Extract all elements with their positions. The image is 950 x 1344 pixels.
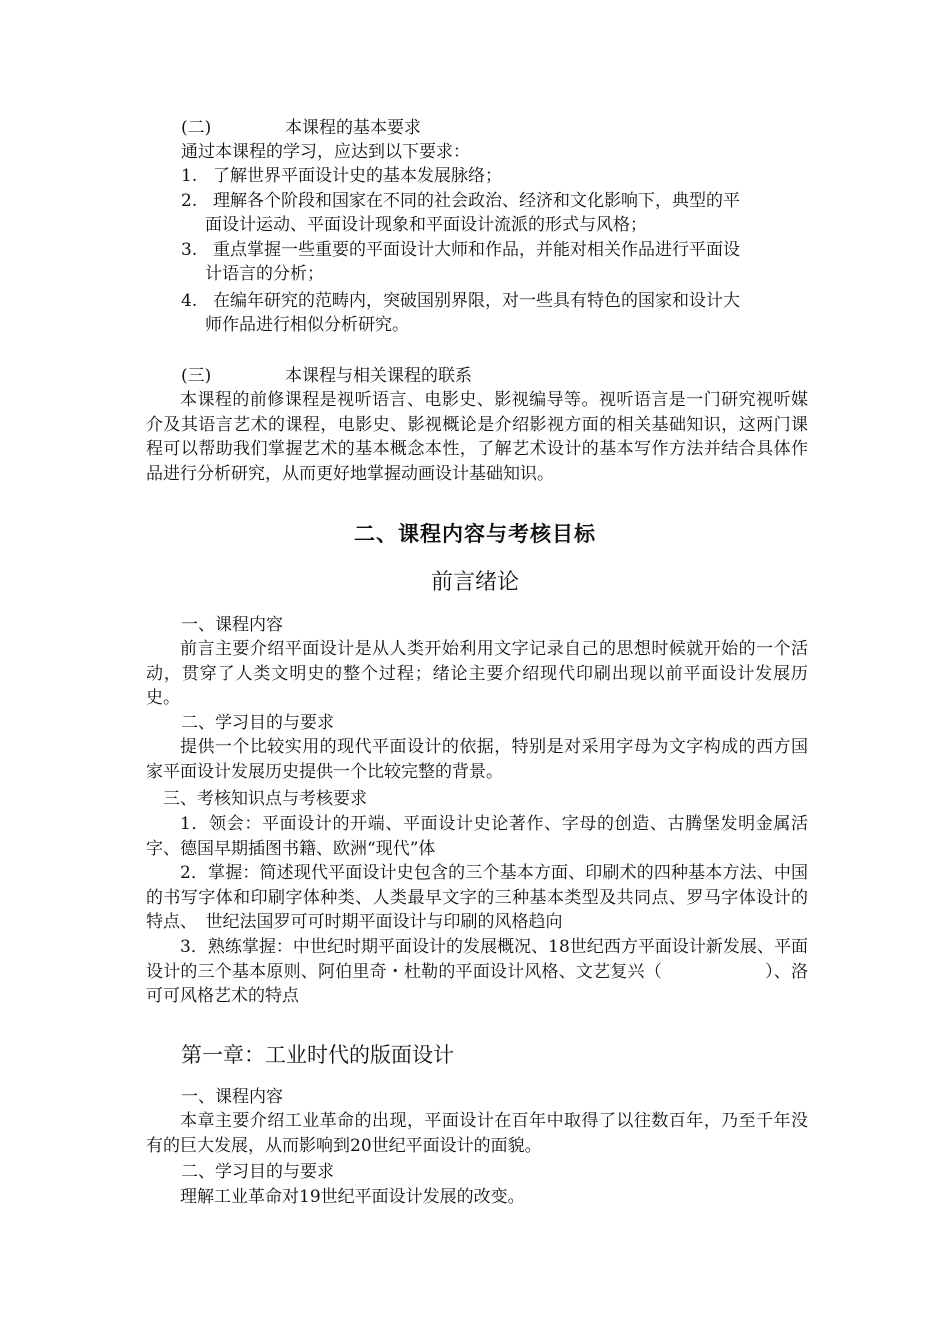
section-2-intro: 通过本课程的学习，应达到以下要求：: [181, 142, 470, 162]
requirement-4-number: 4.: [181, 291, 198, 311]
requirement-2-number: 2.: [181, 191, 198, 211]
requirement-1-text: 了解世界平面设计史的基本发展脉络；: [213, 166, 502, 186]
requirement-3-text-line2: 计语言的分析；: [205, 264, 324, 284]
exam-point-1: [146, 812, 808, 861]
exam-point-1-text: 1．领会：平面设计的开端、平面设计史论著作、字母的创造、古腾堡发明金属活字、德国早期插图书籍、欧洲“现代”体: [146, 814, 808, 859]
intro-goal: [146, 735, 808, 784]
exam-point-2-text: 2．掌握：简述现代平面设计史包含的三个基本方面、印刷术的四种基本方法、中国的书写字体和印刷字体种类、人类最早文字的三种基本类型及共同点、罗马字体设计的特点、 世纪法国罗可可时期平面设计与印刷的风格趋向: [146, 863, 808, 932]
requirement-2-text-line2: 面设计运动、平面设计现象和平面设计流派的形式与风格；: [205, 215, 647, 235]
intro-content: [146, 637, 808, 711]
section-3-number: (三): [181, 366, 212, 386]
part-2-heading: 二、课程内容与考核目标: [354, 522, 596, 546]
section-3-body: [146, 388, 808, 486]
exam-point-3: [146, 935, 808, 1009]
intro-content-paragraph: 前言主要介绍平面设计是从人类开始利用文字记录自己的思想时候就开始的一个活动，贯穿了人类文明史的整个过程；绪论主要介绍现代印刷出现以前平面设计发展历史。: [146, 639, 808, 708]
requirement-4-text-line2: 师作品进行相似分析研究。: [205, 315, 409, 335]
chapter-1-content: [146, 1109, 808, 1158]
chapter-1-content-paragraph: 本章主要介绍工业革命的出现，平面设计在百年中取得了以往数百年，乃至千年没有的巨大发展，从而影响到20世纪平面设计的面貌。: [146, 1111, 808, 1156]
requirement-2-text-line1: 理解各个阶段和国家在不同的社会政治、经济和文化影响下，典型的平: [213, 191, 740, 211]
intro-goal-label: 二、学习目的与要求: [181, 713, 334, 733]
requirement-3-number: 3.: [181, 240, 198, 260]
section-3-paragraph: 本课程的前修课程是视听语言、电影史、影视编导等。视听语言是一门研究视听媒介及其语言艺术的课程，电影史、影视概论是介绍影视方面的相关基础知识，这两门课程可以帮助我们掌握艺术的基本概念本性，了解艺术设计的基本写作方法并结合具体作品进行分析研究，从而更好地掌握动画设计基础知识。: [146, 390, 808, 484]
intro-exam-label: 三、考核知识点与考核要求: [163, 789, 367, 809]
intro-goal-paragraph: 提供一个比较实用的现代平面设计的依据，特别是对采用字母为文字构成的西方国家平面设计发展历史提供一个比较完整的背景。: [146, 737, 808, 782]
chapter-1-title: 第一章：工业时代的版面设计: [181, 1043, 454, 1067]
chapter-1-goal-paragraph: 理解工业革命对19世纪平面设计发展的改变。: [180, 1187, 525, 1207]
exam-point-2: [146, 861, 808, 935]
section-2-title: 本课程的基本要求: [285, 118, 421, 138]
chapter-1-goal-label: 二、学习目的与要求: [181, 1162, 334, 1182]
requirement-3-text-line1: 重点掌握一些重要的平面设计大师和作品，并能对相关作品进行平面设: [213, 240, 740, 260]
section-3-title: 本课程与相关课程的联系: [285, 366, 472, 386]
exam-point-3-text: 3．熟练掌握：中世纪时期平面设计的发展概况、18世纪西方平面设计新发展、平面设计的三个基本原则、阿伯里奇・杜勒的平面设计风格、文艺复兴（ ）、洛可可风格艺术的特点: [146, 937, 808, 1006]
requirement-1-number: 1.: [181, 166, 198, 186]
section-2-number: (二): [181, 118, 212, 138]
chapter-1-goal: [146, 1185, 808, 1210]
chapter-1-content-label: 一、课程内容: [181, 1087, 283, 1107]
intro-content-label: 一、课程内容: [181, 615, 283, 635]
requirement-4-text-line1: 在编年研究的范畴内，突破国别界限，对一些具有特色的国家和设计大: [213, 291, 740, 311]
intro-title: 前言绪论: [430, 570, 519, 595]
